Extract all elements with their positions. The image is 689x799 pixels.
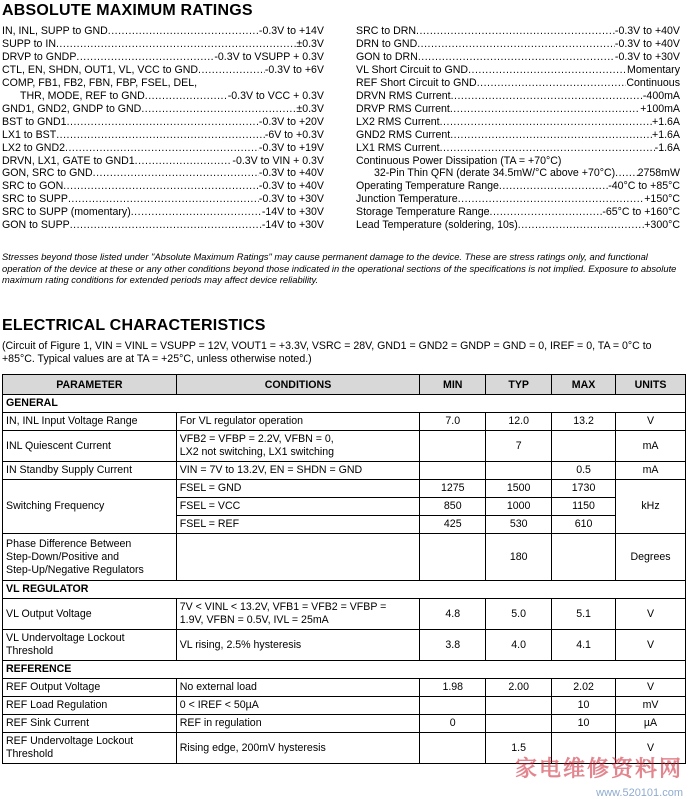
col-units: UNITS <box>616 375 686 395</box>
leader-dots <box>93 167 259 180</box>
rating-value: -0.3V to +20V <box>258 115 324 128</box>
rating-row <box>356 155 680 168</box>
rating-label: SUPP to IN <box>2 37 56 50</box>
table-row: REF Undervoltage Lockout Threshold Rising edge, 200mV hysteresis 1.5 V <box>3 733 686 764</box>
rating-label: COMP, FB1, FB2, FBN, FBP, FSEL, DEL, <box>2 76 198 89</box>
table-row: FSEL = VCC 850 1000 1150 <box>3 498 686 516</box>
rating-row <box>356 77 680 90</box>
section-vl-regulator: VL REGULATOR <box>3 581 686 599</box>
rating-row <box>356 142 680 155</box>
table-row: Phase Difference Between Step-Down/Positive and Step-Up/Negative Regulators 180 Degrees <box>3 534 686 581</box>
rating-value: -0.3V to +19V <box>258 141 324 154</box>
rating-label: DRN to GND <box>356 37 418 50</box>
table-row: IN, INL Input Voltage Range For VL regulator operation 7.0 12.0 13.2 V <box>3 413 686 431</box>
leader-dots <box>450 103 640 116</box>
rating-row <box>2 77 324 90</box>
leader-dots <box>63 180 259 193</box>
rating-value: -0.3V to VCC + 0.3V <box>227 89 324 102</box>
table-row: FSEL = REF 425 530 610 <box>3 516 686 534</box>
rating-label: DRVP to GNDP <box>2 50 77 63</box>
col-conditions: CONDITIONS <box>176 375 420 395</box>
table-row: VL Undervoltage Lockout Threshold VL rising, 2.5% hysteresis 3.8 4.0 4.1 V <box>3 630 686 661</box>
rating-value: -1.6A <box>654 141 680 154</box>
rating-value: +1.6A <box>652 128 680 141</box>
rating-value: -14V to +30V <box>261 206 324 219</box>
amr-title: ABSOLUTE MAXIMUM RATINGS <box>2 2 253 19</box>
rating-value: -0.3V to VSUPP + 0.3V <box>214 50 324 63</box>
rating-value: -400mA <box>642 89 680 102</box>
rating-value: -0.3V to +30V <box>614 50 680 63</box>
rating-label: LX1 to BST <box>2 128 57 141</box>
rating-row <box>2 180 324 193</box>
table-row: REF Output Voltage No external load 1.98 2.00 2.02 V <box>3 679 686 697</box>
leader-dots <box>450 129 652 142</box>
rating-label: VL Short Circuit to GND <box>356 63 469 76</box>
rating-label: GON to SUPP <box>2 219 70 232</box>
section-reference: REFERENCE <box>3 661 686 679</box>
rating-label: DRVP RMS Current <box>356 102 450 115</box>
leader-dots <box>417 38 615 51</box>
ec-table <box>2 374 686 764</box>
rating-label: DRVN RMS Current <box>356 89 451 102</box>
rating-label: BST to GND1 <box>2 115 67 128</box>
rating-value: Continuous <box>626 76 680 89</box>
rating-label: Operating Temperature Range <box>356 180 499 193</box>
rating-label: LX2 RMS Current <box>356 115 440 128</box>
rating-value: +100mA <box>640 102 680 115</box>
leader-dots <box>518 219 645 232</box>
col-min: MIN <box>420 375 486 395</box>
table-row: Switching Frequency FSEL = GND 1275 1500 1730 kHz <box>3 480 686 498</box>
rating-label: DRVN, LX1, GATE to GND1 <box>2 154 135 167</box>
rating-value: ±0.3V <box>296 37 324 50</box>
rating-value: +300°C <box>644 219 680 232</box>
rating-row <box>356 64 680 77</box>
rating-row <box>356 193 680 206</box>
rating-label: Continuous Power Dissipation (TA = +70°C) <box>356 154 562 167</box>
rating-row <box>2 129 324 142</box>
col-parameter: PARAMETER <box>3 375 177 395</box>
rating-row <box>356 25 680 38</box>
leader-dots <box>490 206 603 219</box>
rating-row <box>2 142 324 155</box>
stress-note: Stresses beyond those listed under "Absolute Maximum Ratings" may cause permanent damage to the device. These are stress ratings only, and functional operation of the device at these or any other conditions beyond those indicated in the operational sections of the specifications is not implied. Exposure to absolute maximum rating conditions for extended periods may affect device reliability. <box>2 251 677 286</box>
rating-row <box>356 180 680 193</box>
leader-dots <box>416 25 615 38</box>
rating-row <box>356 219 680 232</box>
rating-value: -14V to +30V <box>261 219 324 232</box>
rating-row <box>2 103 324 116</box>
rating-row <box>2 90 324 103</box>
rating-label: IN, INL, SUPP to GND <box>2 25 108 37</box>
leader-dots <box>141 103 296 116</box>
watermark-url: www.520101.com <box>596 787 683 799</box>
rating-label: SRC to GON <box>2 180 64 193</box>
rating-value: -65°C to +160°C <box>602 206 680 219</box>
rating-row <box>2 38 324 51</box>
rating-row <box>356 167 680 180</box>
rating-label: LX2 to GND2 <box>2 141 66 154</box>
rating-value: -0.3V to +14V <box>258 25 324 37</box>
col-typ: TYP <box>486 375 552 395</box>
rating-label: SRC to SUPP <box>2 193 68 206</box>
rating-label: CTL, EN, SHDN, OUT1, VL, VCC to GND <box>2 63 199 76</box>
leader-dots <box>135 155 233 168</box>
leader-dots <box>468 64 627 77</box>
leader-dots <box>440 142 655 155</box>
leader-dots <box>615 167 637 180</box>
table-row: REF Sink Current REF in regulation 0 10 µA <box>3 715 686 733</box>
rating-value: -0.3V to +40V <box>258 180 324 193</box>
rating-value: -6V to +0.3V <box>264 128 324 141</box>
table-row: REF Load Regulation 0 < IREF < 50µA 10 mV <box>3 697 686 715</box>
leader-dots <box>418 51 615 64</box>
leader-dots <box>67 116 259 129</box>
rating-value: -0.3V to +30V <box>258 193 324 206</box>
rating-value: 2758mW <box>637 167 680 180</box>
leader-dots <box>561 155 680 168</box>
rating-row <box>356 103 680 116</box>
rating-label: LX1 RMS Current <box>356 141 440 154</box>
leader-dots <box>499 180 608 193</box>
table-row: INL Quiescent Current VFB2 = VFBP = 2.2V, VFBN = 0, LX2 not switching, LX1 switching 7 mA <box>3 431 686 462</box>
ec-title: ELECTRICAL CHARACTERISTICS <box>2 317 266 334</box>
rating-label: SRC to DRN <box>356 25 417 37</box>
rating-row <box>2 193 324 206</box>
col-max: MAX <box>552 375 616 395</box>
leader-dots <box>197 77 324 90</box>
leader-dots <box>458 193 645 206</box>
rating-row <box>2 167 324 180</box>
rating-value: -0.3V to +6V <box>264 63 324 76</box>
rating-value: -0.3V to +40V <box>258 167 324 180</box>
rating-row <box>2 25 324 38</box>
rating-label: SRC to SUPP (momentary) <box>2 206 131 219</box>
leader-dots <box>65 142 259 155</box>
leader-dots <box>56 129 265 142</box>
rating-value: ±0.3V <box>296 102 324 115</box>
rating-row <box>356 38 680 51</box>
rating-value: +1.6A <box>652 115 680 128</box>
rating-row <box>2 51 324 64</box>
rating-row <box>356 90 680 103</box>
rating-value: -0.3V to +40V <box>614 25 680 37</box>
rating-label: Storage Temperature Range <box>356 206 490 219</box>
rating-label: Junction Temperature <box>356 193 458 206</box>
rating-row <box>2 116 324 129</box>
rating-row <box>2 64 324 77</box>
rating-label: REF Short Circuit to GND <box>356 76 477 89</box>
leader-dots <box>76 51 214 64</box>
rating-value: +150°C <box>644 193 680 206</box>
rating-label: GND1, GND2, GNDP to GND <box>2 102 142 115</box>
watermark-text: 家电维修资料网 <box>514 756 683 781</box>
amr-right-column <box>356 25 680 232</box>
leader-dots <box>451 90 643 103</box>
ec-conditions: (Circuit of Figure 1, VIN = VINL = VSUPP = 12V, VOUT1 = +3.3V, VSRC = 28V, GND1 = GND2 = GNDP = GND = 0, IREF = 0, TA = 0°C to +85°C. Typical values are at TA = +25°C, unless otherwise noted.) <box>2 340 652 365</box>
leader-dots <box>440 116 652 129</box>
table-row: IN Standby Supply Current VIN = 7V to 13.2V, EN = SHDN = GND 0.5 mA <box>3 462 686 480</box>
rating-label: GON to DRN <box>356 50 418 63</box>
leader-dots <box>70 219 262 232</box>
rating-row <box>2 206 324 219</box>
rating-label: Lead Temperature (soldering, 10s) <box>356 219 518 232</box>
leader-dots <box>108 25 259 38</box>
rating-row <box>356 116 680 129</box>
ec-header-row <box>3 375 686 395</box>
section-general: GENERAL <box>3 395 686 413</box>
leader-dots <box>145 90 228 103</box>
rating-value: -40°C to +85°C <box>608 180 680 193</box>
leader-dots <box>131 206 262 219</box>
amr-left-column <box>2 25 324 232</box>
leader-dots <box>68 193 259 206</box>
rating-label: GND2 RMS Current <box>356 128 451 141</box>
table-row: VL Output Voltage 7V < VINL < 13.2V, VFB1 = VFB2 = VFBP = 1.9V, VFBN = 0.5V, IVL = 25mA 4.8 5.0 5.1 V <box>3 599 686 630</box>
rating-value: Momentary <box>627 63 680 76</box>
rating-row <box>356 206 680 219</box>
rating-row <box>2 155 324 168</box>
leader-dots <box>198 64 265 77</box>
rating-value: -0.3V to +40V <box>614 37 680 50</box>
leader-dots <box>477 77 627 90</box>
rating-value: -0.3V to VIN + 0.3V <box>232 154 324 167</box>
rating-label: GON, SRC to GND <box>2 167 93 180</box>
leader-dots <box>56 38 296 51</box>
rating-label: THR, MODE, REF to GND <box>20 89 145 102</box>
rating-row <box>356 51 680 64</box>
rating-label: 32-Pin Thin QFN (derate 34.5mW/°C above +70°C) <box>374 167 616 180</box>
rating-row <box>356 129 680 142</box>
rating-row <box>2 219 324 232</box>
